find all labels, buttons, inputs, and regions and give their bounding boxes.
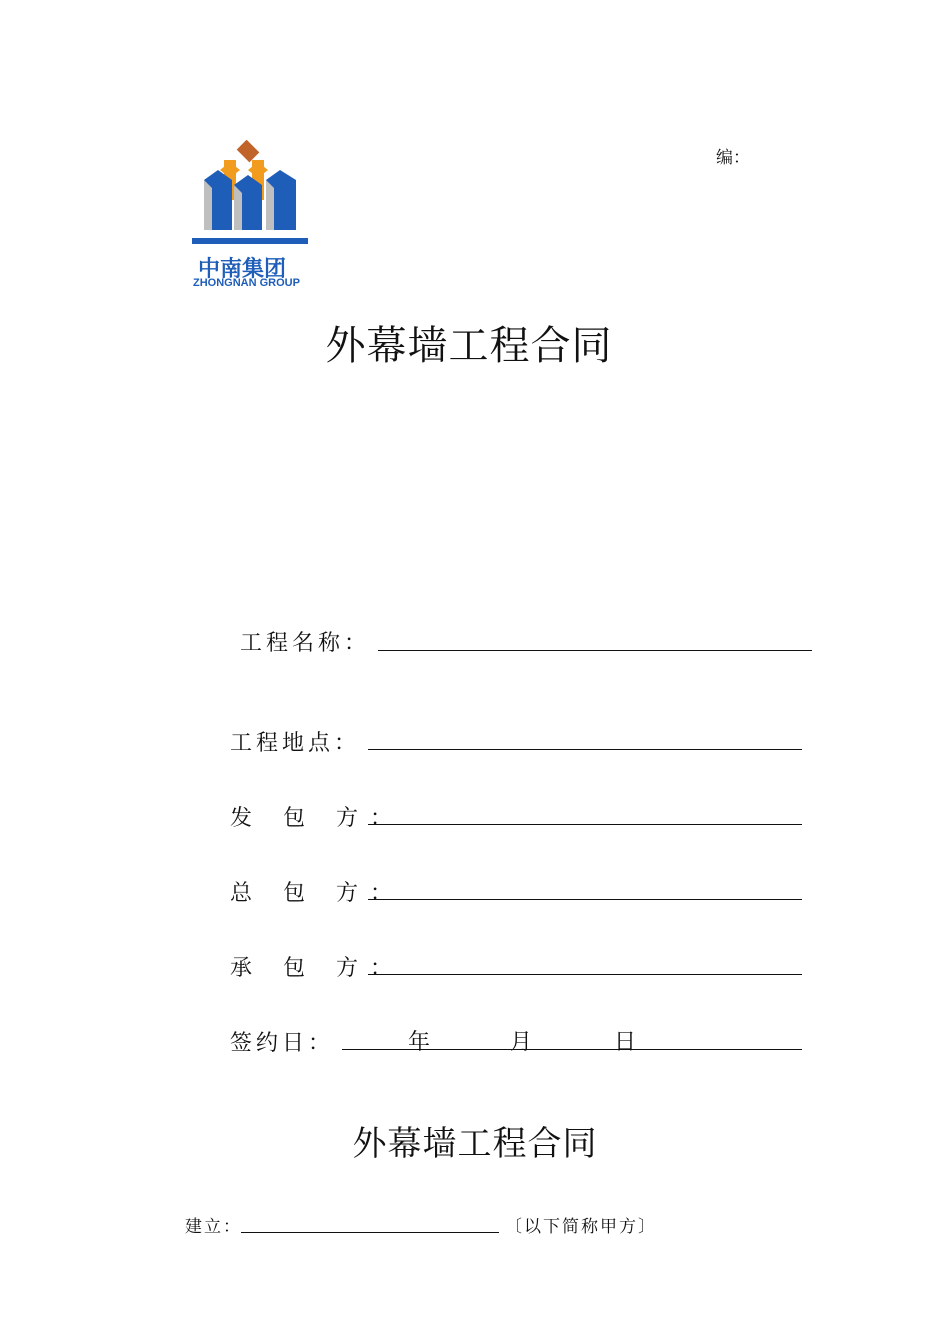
- field-line-general-contractor[interactable]: [368, 899, 802, 900]
- serial-number-label: 编：: [716, 148, 750, 168]
- field-line-contractor[interactable]: [368, 974, 802, 975]
- logo-name-en: ZHONGNAN GROUP: [193, 277, 300, 289]
- field-line-project-name[interactable]: [378, 650, 812, 651]
- logo-name-cn: 中南集团: [198, 256, 287, 281]
- sign-date-day: 日: [614, 1030, 637, 1055]
- sign-date-label: 签约日：: [230, 1031, 335, 1056]
- field-line-employer[interactable]: [368, 824, 802, 825]
- party-a-label: 建立：: [185, 1217, 242, 1237]
- field-line-project-location[interactable]: [368, 749, 802, 750]
- sign-date-year: 年: [408, 1030, 431, 1055]
- field-label-contractor: 承 包 方：: [230, 956, 404, 981]
- contract-title: 外幕墙工程合同: [352, 1124, 598, 1164]
- party-a-note: 〔以下简称甲方〕: [505, 1217, 657, 1237]
- sign-date-month: 月: [510, 1030, 533, 1055]
- company-logo: [192, 140, 310, 292]
- field-label-employer: 发 包 方：: [230, 806, 404, 831]
- field-label-project-name: 工程名称：: [240, 631, 371, 656]
- cover-title: 外幕墙工程合同: [325, 323, 613, 369]
- field-label-general-contractor: 总 包 方：: [230, 881, 404, 906]
- party-a-line[interactable]: [241, 1232, 499, 1233]
- field-label-project-location: 工程地点：: [230, 731, 361, 756]
